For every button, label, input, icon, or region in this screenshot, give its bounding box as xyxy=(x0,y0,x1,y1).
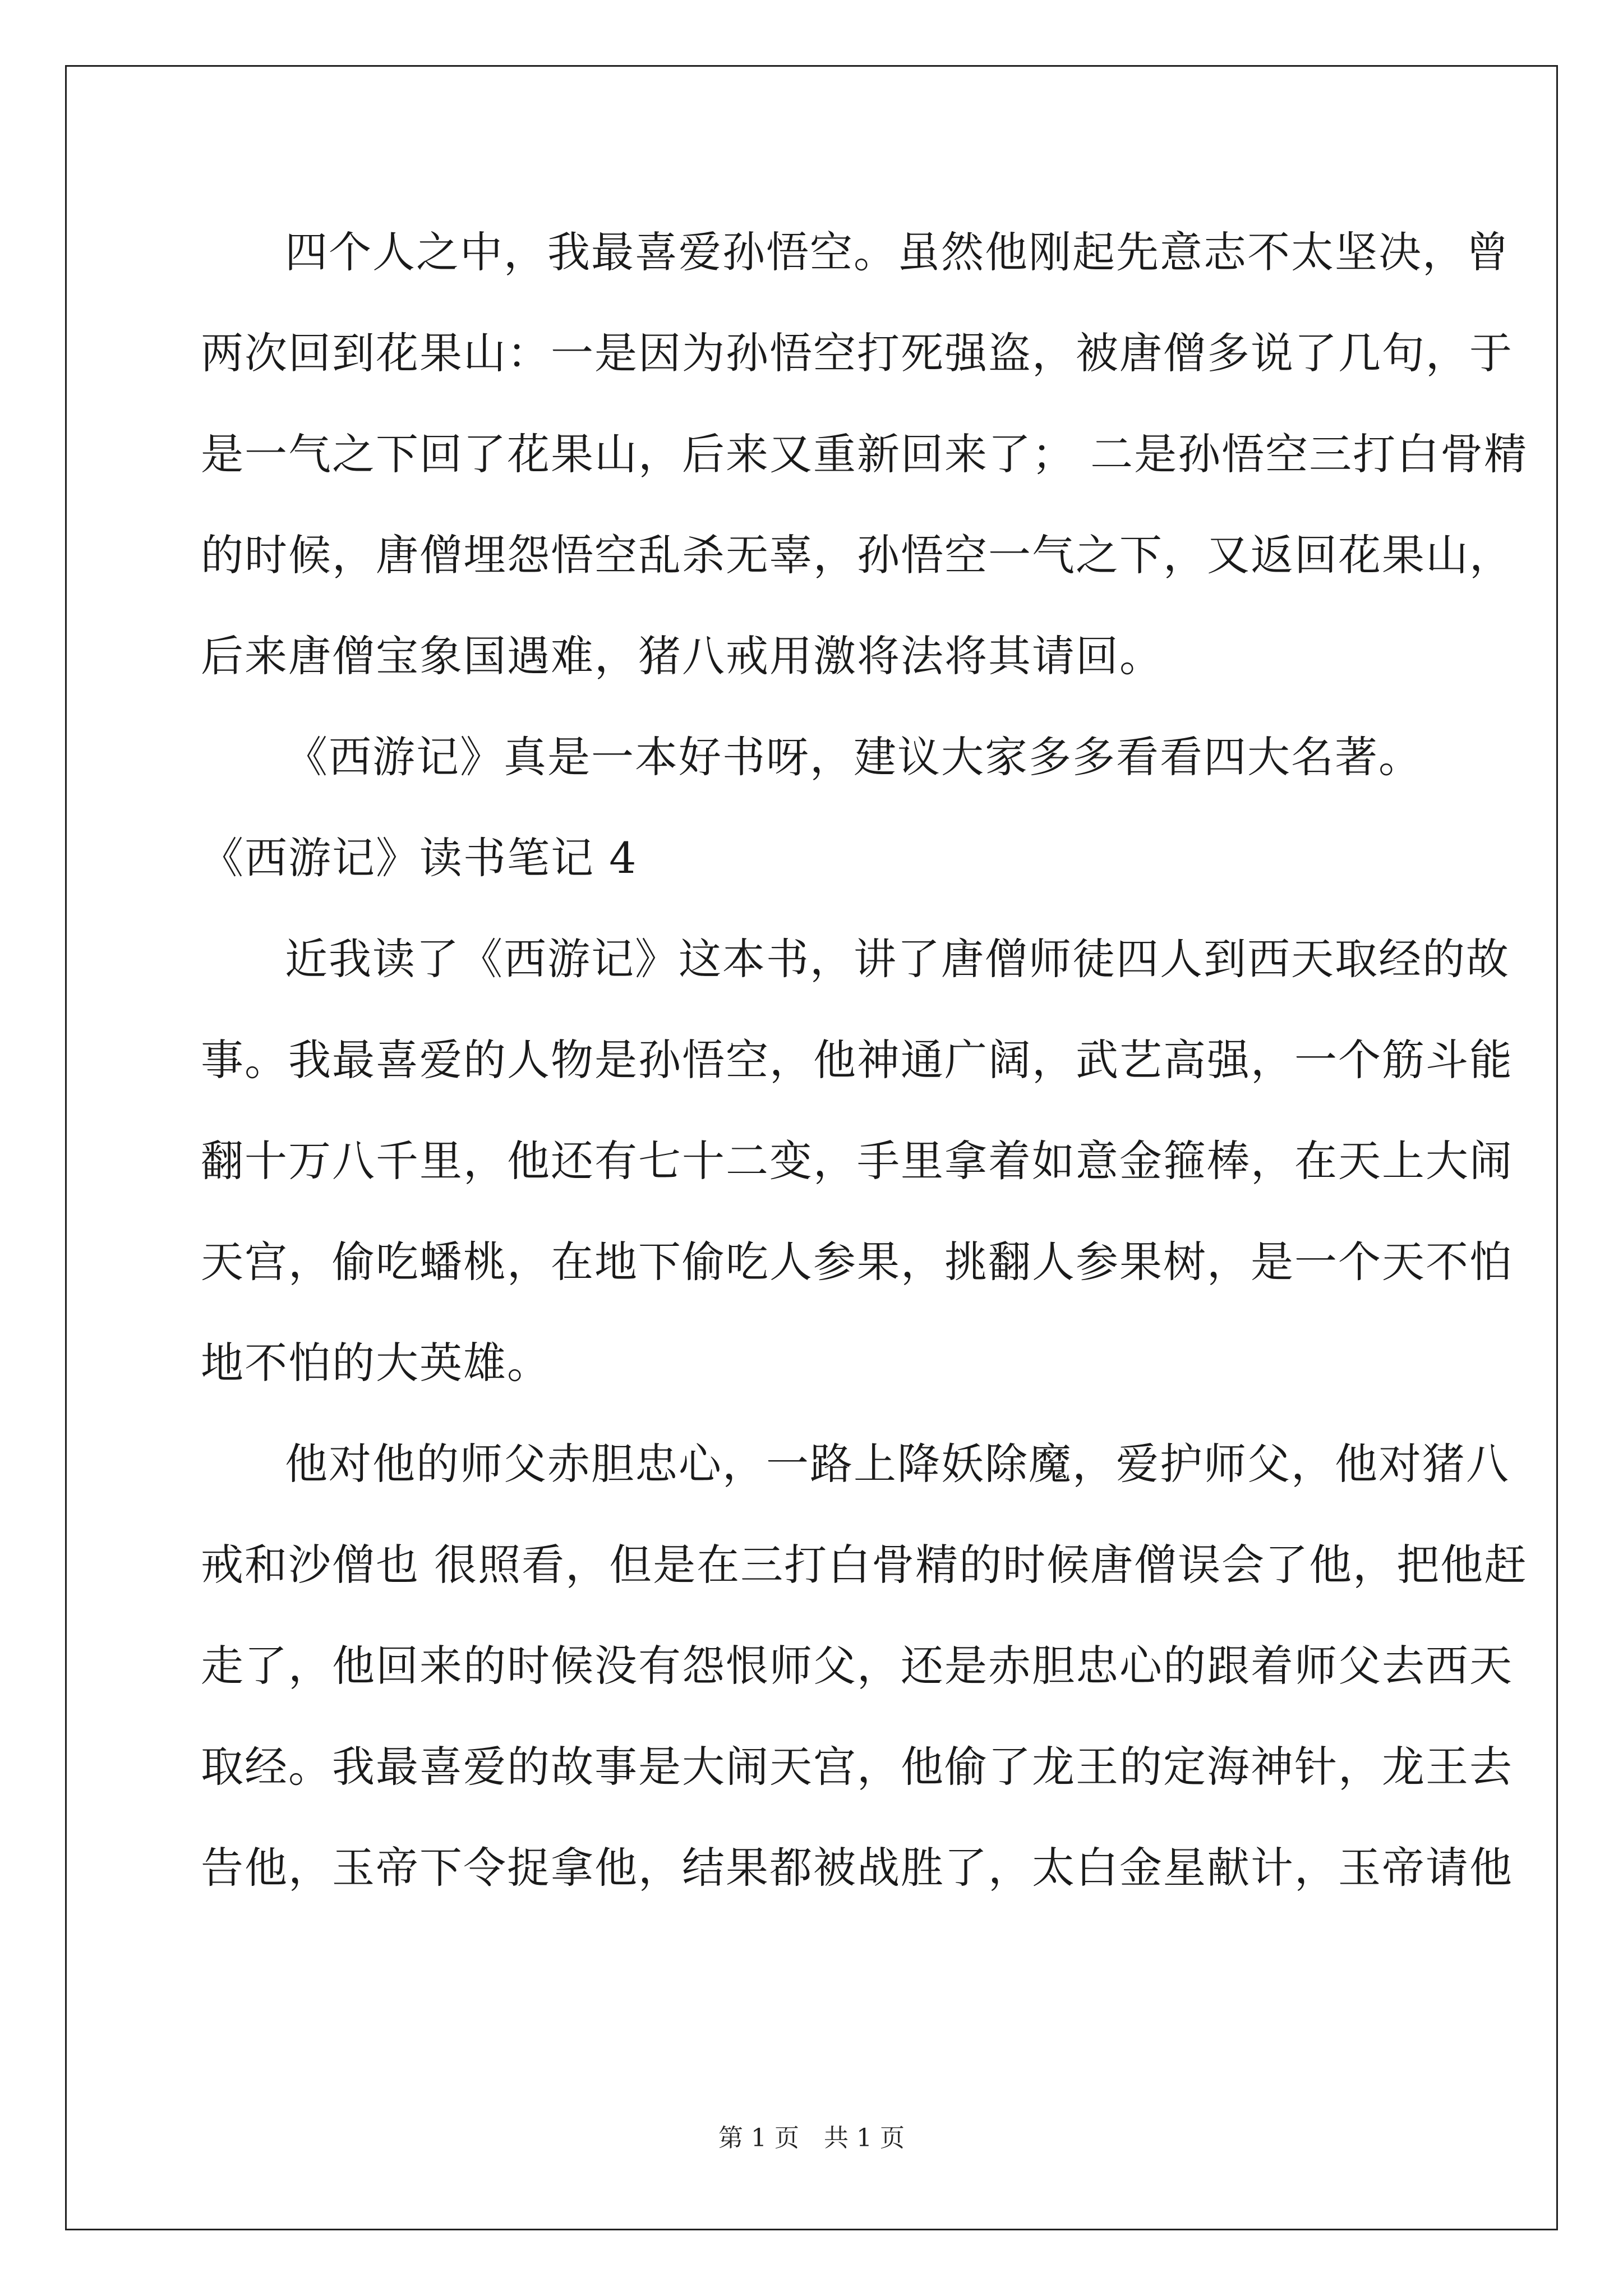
paragraph-line: 走了，他回来的时候没有怨恨师父，还是赤胆忠心的跟着师父去西天 xyxy=(201,1641,1513,1691)
paragraph-line: 他对他的师父赤胆忠心，一路上降妖除魔，爱护师父，他对猪八 xyxy=(285,1439,1510,1489)
paragraph-line: 四个人之中，我最喜爱孙悟空。虽然他刚起先意志不太坚决，曾 xyxy=(285,227,1510,277)
paragraph-line: 近我读了《西游记》这本书，讲了唐僧师徒四人到西天取经的故 xyxy=(285,934,1510,984)
paragraph-line: 告他，玉帝下令捉拿他，结果都被战胜了，太白金星献计，玉帝请他 xyxy=(201,1843,1513,1893)
paragraph-line: 后来唐僧宝象国遇难，猪八戒用激将法将其请回。 xyxy=(201,631,1163,681)
paragraph-line: 取经。我最喜爱的故事是大闹天宫，他偷了龙王的定海神针，龙王去 xyxy=(201,1742,1513,1792)
document-body xyxy=(201,202,1528,1918)
paragraph-line: 天宫，偷吃蟠桃，在地下偷吃人参果，挑翻人参果树，是一个天不怕 xyxy=(201,1237,1513,1287)
paragraph-line: 是一气之下回了花果山，后来又重新回来了； 二是孙悟空三打白骨精 xyxy=(201,429,1528,479)
paragraph-line: 的时候，唐僧埋怨悟空乱杀无辜，孙悟空一气之下，又返回花果山， xyxy=(201,530,1513,580)
paragraph-line: 翻十万八千里，他还有七十二变，手里拿着如意金箍棒，在天上大闹 xyxy=(201,1136,1513,1186)
paragraph-line: 地不怕的大英雄。 xyxy=(201,1338,551,1388)
paragraph-line: 两次回到花果山：一是因为孙悟空打死强盗，被唐僧多说了几句，于 xyxy=(201,328,1513,378)
paragraph-line: 事。我最喜爱的人物是孙悟空，他神通广阔，武艺高强，一个筋斗能 xyxy=(201,1035,1513,1085)
paragraph-line: 《西游记》真是一本好书呀，建议大家多多看看四大名著。 xyxy=(285,732,1422,782)
paragraph-line: 戒和沙僧也 很照看，但是在三打白骨精的时候唐僧误会了他，把他赶 xyxy=(201,1540,1528,1590)
section-heading: 《西游记》读书笔记 4 xyxy=(201,833,638,883)
page-number: 第 1 页 共 1 页 xyxy=(718,2124,905,2152)
